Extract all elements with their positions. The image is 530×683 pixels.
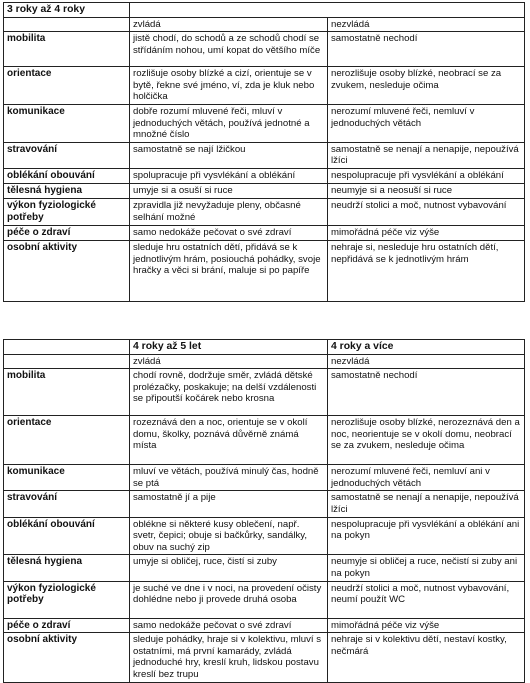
column-header-row [4, 354, 525, 369]
row-label: oblékání obouvání [4, 168, 130, 183]
row-label: tělesná hygiena [4, 555, 130, 581]
cell-zvlada: sleduje hru ostatních dětí, přidává se k jednotlivým hrám, posiouchá pohádky, svoje hračky a věci si brání, maluje si po papíře [130, 240, 328, 301]
table-row [4, 369, 525, 416]
table-header-row [4, 340, 525, 355]
table-row [4, 198, 525, 225]
column-nezvlada: nezvládá [328, 354, 525, 369]
row-label: osobní aktivity [4, 240, 130, 301]
row-label: osobní aktivity [4, 633, 130, 683]
cell-nezvlada: neudrží stolici a moč, nutnost vybavování [328, 198, 525, 225]
table-row [4, 416, 525, 465]
cell-nezvlada: samostatně nechodí [328, 369, 525, 416]
row-label: mobilita [4, 369, 130, 416]
cell-zvlada: je suché ve dne i v noci, na provedení očisty dohlédne nebo ji provede druhá osoba [130, 581, 328, 618]
table-title: 3 roky až 4 roky [4, 3, 130, 18]
cell-zvlada: chodí rovně, dodržuje směr, zvládá dětské prolézačky, poskakuje; na delší vzdálenosti se připoutší kočárek nebo krosna [130, 369, 328, 416]
table-row [4, 555, 525, 581]
row-label: péče o zdraví [4, 225, 130, 240]
table-row [4, 183, 525, 198]
table-row [4, 67, 525, 105]
cell-nezvlada: nerozlišuje osoby blízké, nerozeznává den a noc, neorientuje se v okolí domu, neobrací se za zvukem, nesleduje očima [328, 416, 525, 465]
cell-zvlada: obléknе si některé kusy oblečení, např. svetr, čepici; obuje si bačkůrky, sandálky, obuv na suchý zip [130, 517, 328, 555]
cell-zvlada: jistě chodí, do schodů a ze schodů chodí se střídáním nohou, umí kopat do většího míče [130, 32, 328, 67]
cell-nezvlada: nespolupracuje při vysvlékání a oblékání ani na pokyn [328, 517, 525, 555]
table-title-a: 4 roky až 5 let [130, 340, 328, 355]
column-header-row [4, 17, 525, 32]
column-zvlada: zvládá [130, 17, 328, 32]
table-row [4, 491, 525, 517]
cell-nezvlada: nerozumí mluvené řeči, nemluví ani v jednoduchých větách [328, 465, 525, 491]
row-label: stravování [4, 491, 130, 517]
cell-nezvlada: neudrží stolici a moč, nutnost vybavování, neumí použít WC [328, 581, 525, 618]
cell-zvlada: rozlišuje osoby blízké a cizí, orientuje se v bytě, řekne své jméno, ví, zda je kluk nebo holčička [130, 67, 328, 105]
row-label: mobilita [4, 32, 130, 67]
row-label: stravování [4, 142, 130, 168]
cell-zvlada: spolupracuje při vysvlékání a oblékání [130, 168, 328, 183]
cell-nezvlada: nerozumí mluvené řeči, nemluví v jednoduchých větách [328, 104, 525, 142]
table-row [4, 517, 525, 555]
column-nezvlada: nezvládá [328, 17, 525, 32]
cell-nezvlada: nehraje si v kolektivu dětí, nestaví kostky, nečmárá [328, 633, 525, 683]
table-row [4, 142, 525, 168]
cell-nezvlada: mimořádná péče viz výše [328, 225, 525, 240]
cell-zvlada: umyje si obličej, ruce, čistí si zuby [130, 555, 328, 581]
row-label: tělesná hygiena [4, 183, 130, 198]
column-zvlada: zvládá [130, 354, 328, 369]
row-label: komunikace [4, 104, 130, 142]
cell-zvlada: sleduje pohádky, hraje si v kolektivu, mluví s ostatními, má první kamarády, zvládá jednoduché hry, kreslí kruh, lidskou postavu kreslí bez trupu [130, 633, 328, 683]
row-label: výkon fyziologické potřeby [4, 581, 130, 618]
table-title-b: 4 roky a více [328, 340, 525, 355]
cell-nezvlada: nerozlišuje osoby blízké, neobrací se za zvukem, nesleduje očima [328, 67, 525, 105]
cell-nezvlada: samostatně se nenají a nenapije, nepoužívá lžíci [328, 491, 525, 517]
row-label: péče o zdraví [4, 618, 130, 633]
cell-zvlada: samostatně jí a pije [130, 491, 328, 517]
table-row [4, 465, 525, 491]
cell-zvlada: samo nedokáže pečovat o své zdraví [130, 225, 328, 240]
row-label: orientace [4, 67, 130, 105]
cell-zvlada: zpravidla již nevyžaduje pleny, občasné selhání možné [130, 198, 328, 225]
table-row [4, 32, 525, 67]
table-4-5-years [3, 339, 525, 683]
table-row [4, 633, 525, 683]
cell-nezvlada: nespolupracuje při vysvlékání a oblékání [328, 168, 525, 183]
row-label: komunikace [4, 465, 130, 491]
cell-zvlada: rozeznává den a noc, orientuje se v okolí domu, školky, poznává důvěrně známá místa [130, 416, 328, 465]
cell-nezvlada: samostatně nechodí [328, 32, 525, 67]
cell-zvlada: umyje si a osuší si ruce [130, 183, 328, 198]
cell-nezvlada: neumyje si obličej a ruce, nečistí si zuby ani na pokyn [328, 555, 525, 581]
row-label: orientace [4, 416, 130, 465]
row-label: výkon fyziologické potřeby [4, 198, 130, 225]
table-row [4, 225, 525, 240]
cell-nezvlada: samostatně se nenají a nenapije, nepoužívá lžíci [328, 142, 525, 168]
table-3-4-years [3, 2, 525, 302]
cell-zvlada: mluví ve větách, používá minulý čas, hodně se ptá [130, 465, 328, 491]
cell-nezvlada: neumyje si a neosuší si ruce [328, 183, 525, 198]
cell-zvlada: samostatně se nají lžičkou [130, 142, 328, 168]
table-row [4, 168, 525, 183]
table-row [4, 618, 525, 633]
table-header-row [4, 3, 525, 18]
row-label: oblékání obouvání [4, 517, 130, 555]
cell-nezvlada: mimořádná péče viz výše [328, 618, 525, 633]
cell-zvlada: samo nedokáže pečovat o své zdraví [130, 618, 328, 633]
cell-zvlada: dobře rozumí mluvené řeči, mluví v jednoduchých větách, používá jednotné a množné číslo [130, 104, 328, 142]
table-row [4, 240, 525, 301]
table-row [4, 104, 525, 142]
cell-nezvlada: nehraje si, nesleduje hru ostatních dětí, nepřidává se k jednotlivým hrám [328, 240, 525, 301]
table-row [4, 581, 525, 618]
